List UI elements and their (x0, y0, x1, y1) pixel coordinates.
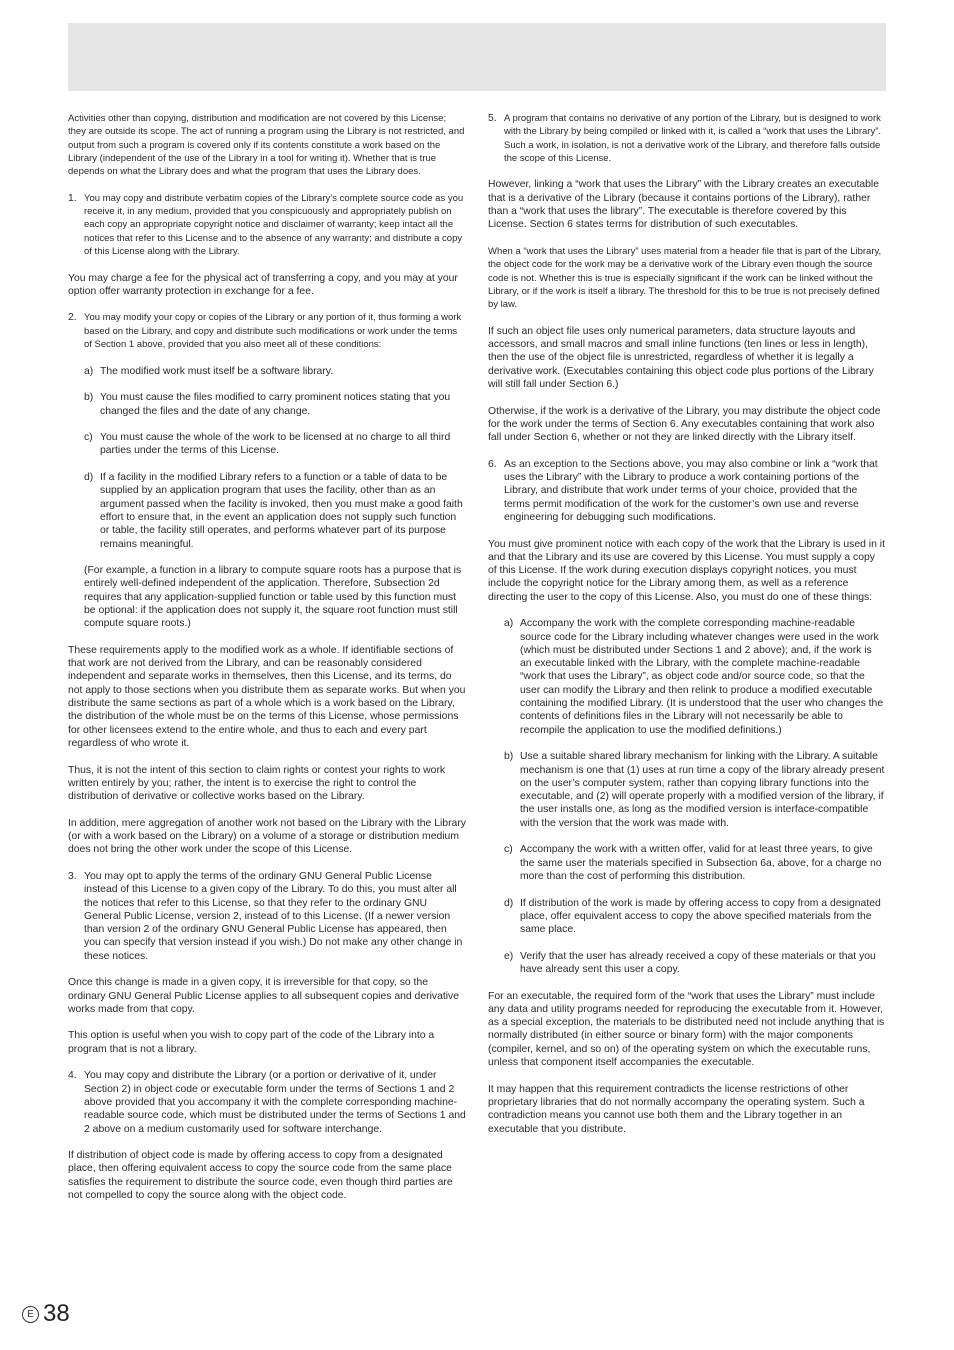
section-number: 1. (68, 192, 77, 204)
item-letter: b) (504, 751, 514, 763)
section-text: You may modify your copy or copies of the Library or any portion of it, thus forming a work based on the Library, and copy and distribute such modifications or work under the terms of Section 1 above, provided that you also meet all of these conditions: (84, 312, 462, 351)
item-letter: c) (504, 844, 513, 856)
item-letter: c) (84, 432, 93, 444)
option-c (504, 843, 886, 883)
section-number: 3. (68, 870, 77, 882)
left-column (68, 112, 466, 1216)
item-text: Verify that the user has already received a copy of these materials or that you have already sent this user a copy. (520, 950, 876, 975)
paragraph-executable: For an executable, the required form of the “work that uses the Library” must include any data and utility programs needed for reproducing the executable from it. However, as a special exception, the materials to be distributed need not include anything that is normally distributed (in either source or binary form) with the major components (compiler, kernel, and so on) of the operating system on which the executable runs, unless that component itself accompanies the executable. (488, 990, 885, 1069)
condition-c (84, 431, 466, 458)
item-letter: d) (84, 472, 94, 484)
paragraph-aggregation: In addition, mere aggregation of another work not based on the Library with the Library (or with a work based on the Library) on a volume of a storage or distribution medium does not bring the other work under the scope of this License. (68, 817, 466, 856)
paragraph-option: This option is useful when you wish to copy part of the code of the Library into a program that is not a library. (68, 1030, 435, 1055)
paragraph-intent: Thus, it is not the intent of this section to claim rights or contest your rights to work written entirely by you; rather, the intent is to exercise the right to control the distribution of derivative or collective works based on the Library. (68, 764, 446, 803)
section-6 (488, 458, 886, 524)
section-number: 6. (488, 458, 497, 470)
paragraph-object-code: If distribution of object code is made by offering access to copy from a designated place, then offering equivalent access to copy the source code from the same place satisfies the requirement to distribute the source code, even though third parties are not compelled to copy the source along with the object code. (68, 1150, 453, 1202)
item-text: Use a suitable shared library mechanism for linking with the Library. A suitable mechanism is one that (1) uses at run time a copy of the library already present on the user’s computer system, rather than copying library functions into the executable, and (2) will operate properly with a modified version of the library, if the user installs one, as long as the modified version is interface-compatible with the version that the work was made with. (520, 751, 885, 829)
paragraph-fee: You may charge a fee for the physical act of transferring a copy, and you may at your option offer warranty protection in exchange for a fee. (68, 272, 458, 297)
item-letter: b) (84, 392, 94, 404)
section-text: You may opt to apply the terms of the ordinary GNU General Public License instead of this License to a given copy of the Library. To do this, you must alter all the notices that refer to this License, so that they refer to the ordinary GNU General Public License, version 2, instead of to this License. (If a newer version than version 2 of the ordinary GNU General Public License has appeared, then you can specify that version instead if you wish.) Do not make any other change in these notices. (84, 870, 463, 962)
option-a (504, 617, 886, 737)
section-number: 4. (68, 1070, 77, 1082)
section-3 (68, 870, 466, 963)
section-text: You may copy and distribute verbatim copies of the Library’s complete source code as you receive it, in any medium, provided that you conspicuously and appropriately publish on each copy an appropriate copyright notice and disclaimer of warranty; keep intact all the notices that refer to this License and to the absence of any warranty; and distribute a copy of this License along with the Library. (84, 192, 464, 257)
paragraph-once: Once this change is made in a given copy, it is irreversible for that copy, so the ordinary GNU General Public License applies to all subsequent copies and derivative works made from that copy. (68, 977, 460, 1015)
section-text: A program that contains no derivative of any portion of the Library, but is designed to work with the Library by being compiled or linked with it, is called a “work that uses the Library”. Such a work, in isolation, is not a derivative work of the Library, and therefore falls outside the scope of this License. (504, 113, 882, 164)
language-e-icon: E (22, 1306, 39, 1323)
paragraph-example: (For example, a function in a library to compute square roots has a purpose that is entirely well-defined independent of the application. Therefore, Subsection 2d requires that any application-supplied function or table used by this function must be optional: if the application does not supply it, the square root function must still compute square roots.) (84, 565, 462, 630)
header-band (68, 23, 886, 91)
paragraph-contradiction: It may happen that this requirement contradicts the license restrictions of other proprietary libraries that do not normally accompany the operating system. Such a contradiction means you cannot use both them and the Library together in an executable that you distribute. (488, 1083, 865, 1135)
paragraph-requirements: These requirements apply to the modified work as a whole. If identifiable sections of that work are not derived from the Library, and can be reasonably considered independent and separate works in themselves, then this License, and its terms, do not apply to those sections when you distribute them as separate works. But when you distribute the same sections as part of a whole which is a work based on the Library, the distribution of the whole must be on the terms of this License, whose permissions for other licensees extend to the entire whole, and thus to each and every part regardless of who wrote it. (68, 644, 466, 749)
section-number: 5. (488, 113, 497, 124)
section-number: 2. (68, 312, 77, 324)
item-text: If a facility in the modified Library refers to a function or a table of data to be supplied by an application program that uses the facility, other than as an argument passed when the facility is invoked, then you must make a good faith effort to ensure that, in the event an application does not supply such function or table, the facility still operates, and performs whatever part of its purpose remains meaningful. (100, 472, 463, 550)
section-4 (68, 1069, 466, 1135)
item-text: The modified work must itself be a software library. (100, 365, 334, 377)
condition-b (84, 391, 466, 418)
paragraph-notice: You must give prominent notice with each copy of the work that the Library is used in it and that the Library and its use are covered by this License. You must supply a copy of this License. If the work during execution displays copyright notices, you must include the copyright notice for the Library among them, as well as a reference directing the user to the copy of this License. Also, you must do one of these things: (488, 538, 885, 603)
section-text: You may copy and distribute the Library (or a portion or derivative of it, under Section 2) in object code or executable form under the terms of Sections 1 and 2 above provided that you accompany it with the complete corresponding machine-readable source code, which must be distributed under the terms of Sections 1 and 2 above on a medium customarily used for software interchange. (84, 1070, 466, 1135)
section-5 (488, 112, 886, 165)
paragraph-otherwise: Otherwise, if the work is a derivative of the Library, you may distribute the object code for the work under the terms of Section 6. Any executables containing that work also fall under Section 6, whether or not they are linked directly with the Library itself. (488, 405, 881, 444)
item-text: Accompany the work with the complete corresponding machine-readable source code for the Library including whatever changes were used in the work (which must be distributed under Sections 1 and 2 above); and, if the work is an executable linked with the Library, with the complete machine-readable “work that uses the Library”, as object code and/or source code, so that the user can modify the Library and then relink to produce a modified executable containing the modified Library. (It is understood that the user who changes the contents of definitions files in the Library will not necessarily be able to recompile the application to use the modified definitions.) (520, 618, 884, 736)
paragraph-activities: Activities other than copying, distribution and modification are not covered by this License; they are outside its scope. The act of running a program using the Library is not restricted, and output from such a program is covered only if its contents constitute a work based on the Library (independent of the use of the Library in a tool for writing it). Whether that is true depends on what the Library does and what the program that uses the Library does. (68, 113, 465, 178)
option-b (504, 750, 886, 830)
item-letter: e) (504, 950, 514, 962)
right-column (488, 112, 886, 1149)
paragraph-numerical: If such an object file uses only numerical parameters, data structure layouts and accessors, and small macros and small inline functions (ten lines or less in length), then the use of the object file is unrestricted, regardless of whether it is legally a derivative work. (Executables containing this object code plus portions of the Library will still fall under Section 6.) (488, 325, 874, 390)
page-number: 38 (43, 1300, 70, 1327)
option-d (504, 897, 886, 937)
section-2 (68, 311, 466, 351)
item-text: If distribution of the work is made by offering access to copy from a designated place, offer equivalent access to copy the above specified materials from the same place. (520, 897, 881, 936)
section-text: As an exception to the Sections above, you may also combine or link a “work that uses the Library” with the Library to produce a work containing portions of the Library, and distribute that work under terms of your choice, provided that the terms permit modification of the work for the customer’s own use and reverse engineering for debugging such modifications. (504, 458, 878, 523)
item-letter: a) (504, 618, 514, 630)
item-text: You must cause the whole of the work to be licensed at no charge to all third parties under the terms of this License. (100, 432, 451, 457)
option-e (504, 950, 886, 977)
paragraph-linking: However, linking a “work that uses the Library” with the Library creates an executable that is a derivative of the Library (because it contains portions of the Library), rather than a “work that uses the library”. The executable is therefore covered by this License. Section 6 states terms for distribution of such executables. (488, 179, 879, 231)
paragraph-header-file: When a “work that uses the Library” uses material from a header file that is part of the Library, the object code for the work may be a derivative work of the Library even though the source code is not. Whether this is true is especially significant if the work can be linked without the Library, or if the work is itself a library. The threshold for this to be true is not precisely defined by law. (488, 245, 882, 311)
item-text: You must cause the files modified to carry prominent notices stating that you changed the files and the date of any change. (100, 392, 451, 417)
item-letter: a) (84, 365, 94, 377)
condition-a (84, 365, 466, 378)
item-text: Accompany the work with a written offer, valid for at least three years, to give the same user the materials specified in Subsection 6a, above, for a charge no more than the cost of performing this distribution. (520, 844, 882, 882)
condition-d (84, 471, 466, 551)
item-letter: d) (504, 897, 514, 909)
section-1 (68, 192, 466, 258)
page-number-footer (22, 1300, 70, 1328)
